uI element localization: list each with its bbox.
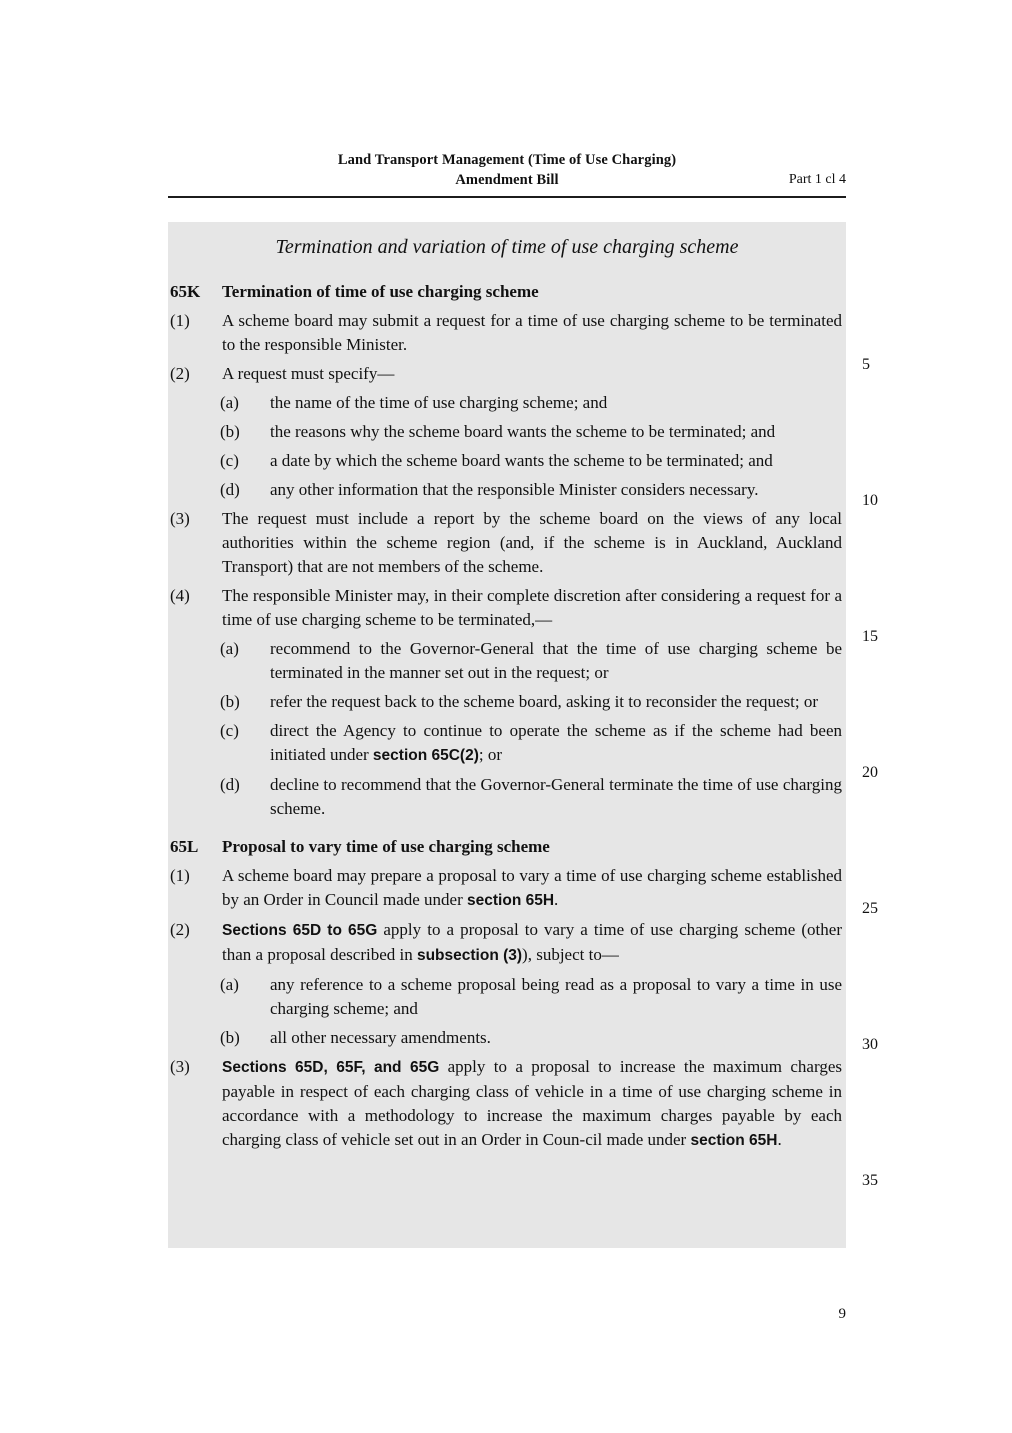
paragraph-text: a date by which the scheme board wants the scheme to be terminated; and <box>270 451 773 470</box>
header-title-line1: Land Transport Management (Time of Use Charging) <box>337 152 677 168</box>
paragraph-text: all other necessary amendments. <box>270 1028 491 1047</box>
paragraph-group <box>168 391 846 502</box>
subsection-row <box>168 362 846 386</box>
paragraph-number: (c) <box>220 721 239 740</box>
paragraph-row <box>218 637 846 685</box>
paragraph-number: (d) <box>220 775 240 794</box>
header-rule <box>168 196 846 198</box>
paragraph-number: (a) <box>220 639 239 658</box>
subsection-text: A scheme board may submit a request for a time of use charging scheme to be terminated to the responsible Minister. <box>222 311 842 354</box>
paragraph-text-after: ; or <box>478 745 503 764</box>
line-number: 10 <box>862 492 878 509</box>
subsection-row <box>168 864 846 913</box>
paragraph-row <box>218 973 846 1021</box>
subsection-text-after: . <box>777 1130 782 1149</box>
subsection-row <box>168 507 846 579</box>
subsection-number: (2) <box>170 364 190 383</box>
subsection-text-after: ), subject to— <box>522 945 619 964</box>
cross-reference-link[interactable]: section 65H <box>467 892 555 909</box>
paragraph-row <box>218 478 846 502</box>
section-number: 65L <box>170 837 199 856</box>
header-title-line2: Amendment Bill <box>455 172 559 188</box>
subsection-text <box>222 1055 842 1153</box>
paragraph-number: (b) <box>220 1028 240 1047</box>
cross-reference-link[interactable]: Sections 65D to 65G <box>222 922 378 939</box>
subsection-row <box>168 584 846 632</box>
paragraph-number: (d) <box>220 480 240 499</box>
subsection-row <box>168 1055 846 1163</box>
line-number: 15 <box>862 628 878 645</box>
section-heading: Proposal to vary time of use charging scheme <box>222 837 550 856</box>
paragraph-number: (b) <box>220 422 240 441</box>
paragraph-text: any reference to a scheme proposal being read as a proposal to vary a time in use charging scheme; and <box>270 975 842 1018</box>
cross-reference-link[interactable]: Sections 65D, 65F, and 65G <box>222 1059 440 1076</box>
legislative-content-panel <box>168 222 846 1248</box>
paragraph-text: recommend to the Governor-General that the time of use charging scheme be terminated in the manner set out in the request; or <box>270 639 842 682</box>
paragraph-text-before: direct the Agency to continue to operate the scheme as if the scheme had been initiated under <box>270 721 842 764</box>
paragraph-number: (a) <box>220 393 239 412</box>
line-number: 5 <box>862 356 870 373</box>
line-number: 35 <box>862 1172 878 1189</box>
subsection-row <box>168 309 846 357</box>
subsection-number: (3) <box>170 509 190 528</box>
subsection-number: (2) <box>170 920 190 939</box>
subsection-text: The request must include a report by the scheme board on the views of any local authorities within the scheme region (and, if the scheme is in Auckland, Auckland Transport) that are not members of the scheme. <box>222 509 842 576</box>
section-heading-row <box>168 835 846 859</box>
line-number: 25 <box>862 900 878 917</box>
line-number: 20 <box>862 764 878 781</box>
paragraph-text: refer the request back to the scheme board, asking it to reconsider the request; or <box>270 692 819 711</box>
section-number: 65K <box>170 282 201 301</box>
crosshead-title: Termination and variation of time of use charging scheme <box>275 236 739 258</box>
paragraph-text: the name of the time of use charging scheme; and <box>270 393 608 412</box>
line-number-margin <box>862 222 902 1262</box>
subsection-row <box>168 918 846 968</box>
page-number: 9 <box>838 1306 846 1322</box>
subsection-text <box>222 864 842 913</box>
paragraph-row <box>218 773 846 821</box>
section-heading: Termination of time of use charging scheme <box>222 282 539 301</box>
subsection-text-after: . <box>554 890 559 909</box>
cross-reference-link[interactable]: section 65C(2) <box>372 747 479 764</box>
paragraph-row <box>218 449 846 473</box>
cross-reference-link[interactable]: section 65H <box>690 1132 778 1149</box>
subsection-text-mid: apply to a proposal to vary a time of use charging scheme (other than a proposal described in <box>222 920 842 964</box>
subsection-text-mid: apply to a proposal to increase the maximum charges payable in respect of each charging class of vehicle in a time of use charging scheme in accordance with a methodology to increase the maximum charges payable by each charging class of vehicle set out in an Order in Coun‑cil made under <box>222 1057 842 1149</box>
paragraph-group <box>168 637 846 821</box>
subsection-number: (3) <box>170 1057 190 1076</box>
subsection-number: (1) <box>170 866 190 885</box>
subsection-text: A request must specify— <box>222 364 395 383</box>
subsection-text-before: A scheme board may prepare a proposal to vary a time of use charging scheme established by an Order in Council made under <box>222 866 842 909</box>
paragraph-group <box>168 973 846 1050</box>
paragraph-row <box>218 391 846 415</box>
paragraph-text: decline to recommend that the Governor-General terminate the time of use charging scheme. <box>270 775 842 818</box>
paragraph-text: any other information that the responsible Minister considers necessary. <box>270 480 759 499</box>
line-number: 30 <box>862 1036 878 1053</box>
paragraph-row <box>218 719 846 768</box>
paragraph-row <box>218 690 846 714</box>
subsection-text: The responsible Minister may, in their complete discretion after considering a request for a time of use charging scheme to be terminated,— <box>222 586 842 629</box>
paragraph-number: (c) <box>220 451 239 470</box>
paragraph-text <box>270 719 842 768</box>
paragraph-row <box>218 1026 846 1050</box>
header-part-reference: Part 1 cl 4 <box>788 172 846 187</box>
subsection-text <box>222 918 842 968</box>
paragraph-number: (a) <box>220 975 239 994</box>
running-header <box>168 150 846 192</box>
cross-reference-link[interactable]: subsection (3) <box>416 947 523 964</box>
paragraph-row <box>218 420 846 444</box>
section-heading-row <box>168 280 846 304</box>
paragraph-text: the reasons why the scheme board wants the scheme to be terminated; and <box>270 422 776 441</box>
paragraph-number: (b) <box>220 692 240 711</box>
subsection-number: (1) <box>170 311 190 330</box>
subsection-number: (4) <box>170 586 190 605</box>
